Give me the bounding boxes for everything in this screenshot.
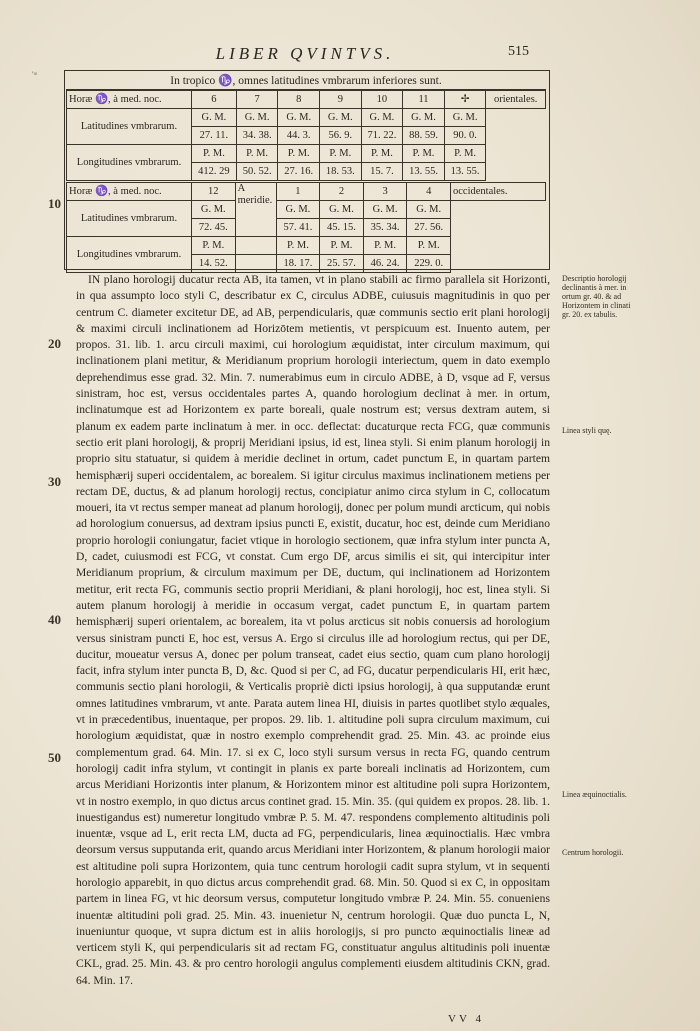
value-cell: 45. 15.	[320, 219, 364, 237]
hours-tail: occidentales.	[451, 183, 546, 201]
unit-cell: G. M.	[444, 109, 486, 127]
hour-cell: 10	[361, 91, 403, 109]
unit-cell: G. M.	[403, 109, 445, 127]
side-note: Linea styli quę.	[562, 426, 612, 435]
table-row	[67, 237, 546, 255]
value-cell: 72. 45.	[192, 219, 236, 237]
corner-mark: 'ᵐ	[32, 70, 38, 79]
unit-cell: P. M.	[407, 237, 451, 255]
value-cell: 229. 0.	[407, 255, 451, 273]
hours-label: Horæ ♑, à med. noc.	[67, 91, 192, 109]
running-title: LIBER QVINTVS.	[215, 44, 395, 63]
table-tropic-east	[66, 90, 546, 181]
unit-cell: P. M.	[276, 237, 320, 255]
signature-mark: VV 4	[448, 1013, 484, 1025]
unit-cell: P. M.	[444, 145, 486, 163]
table-caption: In tropico ♑, omnes latitudines vmbrarum inferiores sunt.	[66, 73, 546, 90]
unit-cell: P. M.	[363, 237, 407, 255]
hours-label: Horæ ♑, à med. noc.	[67, 183, 192, 201]
value-cell: 46. 24.	[363, 255, 407, 273]
value-cell: 25. 57.	[320, 255, 364, 273]
unit-cell: P. M.	[320, 145, 362, 163]
value-cell: 50. 52.	[236, 163, 278, 181]
table-tropic-west	[66, 182, 546, 273]
value-cell: 18. 53.	[320, 163, 362, 181]
value-cell: 88. 59.	[403, 127, 445, 145]
empty-cell	[486, 145, 546, 163]
empty-cell	[486, 163, 546, 181]
hour-cell: 2	[320, 183, 364, 201]
unit-cell: P. M.	[192, 237, 236, 255]
value-cell: 27. 56.	[407, 219, 451, 237]
table-row	[67, 109, 546, 127]
hours-tail: orientales.	[486, 91, 546, 109]
value-cell: 15. 7.	[361, 163, 403, 181]
unit-cell: P. M.	[361, 145, 403, 163]
hour-cell: 7	[236, 91, 278, 109]
empty-cell	[451, 219, 546, 237]
value-cell: 13. 55.	[444, 163, 486, 181]
unit-cell: P. M.	[236, 145, 278, 163]
unit-cell: G. M.	[276, 201, 320, 219]
unit-cell: G. M.	[192, 201, 236, 219]
hour-cell: 3	[363, 183, 407, 201]
value-cell: 14. 52.	[192, 255, 236, 273]
value-cell: 44. 3.	[278, 127, 320, 145]
value-cell: 35. 34.	[363, 219, 407, 237]
page-number: 515	[508, 44, 529, 59]
unit-cell: G. M.	[361, 109, 403, 127]
value-cell: 18. 17.	[276, 255, 320, 273]
value-cell: 27. 11.	[192, 127, 237, 145]
lat-label: Latitudines vmbrarum.	[67, 109, 192, 145]
main-text	[76, 272, 550, 989]
unit-cell: G. M.	[236, 109, 278, 127]
side-note: Linea æquinoctialis.	[562, 790, 627, 799]
side-note: Centrum horologii.	[562, 848, 624, 857]
value-cell: 56. 9.	[320, 127, 362, 145]
unit-cell: G. M.	[320, 109, 362, 127]
hour-cell: 6	[192, 91, 237, 109]
value-cell: 34. 38.	[236, 127, 278, 145]
value-cell: 90. 0.	[444, 127, 486, 145]
empty-cell	[451, 255, 546, 273]
unit-cell: P. M.	[278, 145, 320, 163]
value-cell: 71. 22.	[361, 127, 403, 145]
value-cell: 412. 29	[192, 163, 237, 181]
hour-cell: 11	[403, 91, 445, 109]
hour-cell: 1	[276, 183, 320, 201]
hour-cell: ✢	[444, 91, 486, 109]
table-row	[67, 183, 546, 201]
hour-cell-meridie: A meridie.	[235, 183, 276, 237]
line-number: 40	[48, 612, 61, 627]
hour-cell: 9	[320, 91, 362, 109]
value-cell: 13. 55.	[403, 163, 445, 181]
paragraph: IN plano horologij ducatur recta AB, ita tamen, vt in plano stabili ac firmo parallela sit Horizonti, in qua assumpto loco styli C, describatur ex C, circulus ADBE, cuiusuis magnitudinis in quo per centrum C. diameter excitetur DE, ad AB, perpendicularis, quæ communis sectio erit plani horologij & maximi circuli inclinationem ad Horizōtem metientis, vt perspicuum est. Inuento autem, per propos. 31. lib. 1. arcu circuli maximi, cui horologium æquidistat, inter circulum maximum, qui inclinationem plani metitur, & Meridianum proprium horologii interiectum, quem in dato exemplo deprehendimus esse grad. 32. Min. 7. numerabimus eum in circulo ADBE, à D, vsque ad F, versus sinistram, hoc est, versus occidentales partes A, quando horologium declinat à mer. in ortum, inclinatumque est ad Horizontem ex parte boreali, quale nostrum est; versus dextram autem, si planum ex eadem parte inclinatum à mer. in occ. deflectat: ducaturque recta FCG, quæ communis sectio erit plani horologij, & proprij Meridiani ipsius, id est, linea styli. Si enim planum horologij in proprio situ statuatur, si quidem à meridie declinet in ortum, cadet punctum E, in quartam partem hemisphærij superi occidentalem, ac borealem. Si igitur circulus maximus inclinationem metiens per rectam DE, ductus, & ad planum horologij rectus, concipiatur animo circa stylum in C, collocatum moueri, ita vt rectus semper maneat ad planum horologij, donec per polum mundi arcticum, qui nobis ad horologium conuersus, ad dextram ipsius puncti E, existit, ducatur, hoc est, deinde cum Meridiano proprio horologii coniungatur, faciet vtique in horologio sectionem, quæ infra stylum inter puncta A, D, cadet, cuiusmodi est FCG, vt constat. Cum ergo DF, arcus similis ei sit, qui intercipitur inter Meridianum proprium, & circulum maximum per DE, ductum, qui inclinationem ad Horizontem metitur, erit recta FG, communis sectio proprii Meridiani, & plani horologij, hoc est, linea styli. Si autem planum horologij à meridie in occasum vergat, cadet punctum E, in quartam partem hemisphærij superi orientalem, ac borealem, ita vt polus arcticus sit nobis conuersis ad horologium versus sinistram puncti E, hoc est, versus A. Ergo si circulus ille ad horologium rectus, qui per DE, ducitur, moueatur versus A, donec per polum transeat, cadet eius sectio, quam cum plano horologij facit, infra stylum inter puncta B, D, &c. Quod si per C, ad FG, ducatur perpendicularis HI, erit hæc, communis sectio plani horologii, & Verticalis propriè dicti ipsius horologij, à qua supputandæ erunt omnes latitudines vmbrarum, vt ante. Parata autem linea HI, diuisis in partes quotlibet stylo æquales, vt in præcedentibus, inuentaque, per propos. 29. lib. 1. altitudine poli supra circulum maximum, cui horologium æquidistat, quæ in nostro exemplo comprehendit grad. 25. Min. 43. ac proinde eius complementum grad. 64. Min. 17. si ex C, loco styli sursum versus in recta FG, quando centrum horologij cadit infra stylum, vt contingit in planis ex parte boreali inclinatis ad Horizontem, cum arcus Meridiani Horizontis inter planum, & Horizontem minor est altitudine poli supra Horizontem, vt in nostro exemplo, in quo dictus arcus continet grad. 15. Min. 35. (qui quidem ex propos. 28. lib. 1. inuestigandus est) numeretur longitudo vmbræ P. 5. M. 47. respondens complemento altitudinis poli inuentæ, vsque ad L, erit recta LM, ducta ad FG, perpendicularis, linea æquinoctialis. Hæc vmbra deorsum versus supputanda erit, quando arcus Meridiani inter Horizontem, & planum horologii maior est altitudine poli supra Horizontem, quia tunc centrum horologii cadit supra stylum, vt in sequenti horologio apparebit, in quo dictus arcus comprehendit grad. 68. Min. 50. Quod si ex C, in oppositam partem in linea FG, vt hic deorsum versus, computetur longitudo vmbræ P. 24. Min. 55. conueniens inuentæ altitudini poli grad. 25. Min. 43. inuenietur N, centrum horologii. Quæ duo puncta L, N, inueniuntur quoque, vt supra dictum est in aliis horologijs, si pro puncto æquinoctialis lineæ ad verticem styli K, qui perpendicularis sit ad rectam FG, constituatur angulus altitudinis poli inuentæ CKL, grad. 25. Min. 43. & pro centro horologii angulus complementi eiusdem altitudinis CKN, grad. 64. Min. 17.	[76, 273, 550, 987]
unit-cell: G. M.	[320, 201, 364, 219]
empty-cell	[486, 109, 546, 127]
table-row	[67, 145, 546, 163]
lon-label: Longitudines vmbrarum.	[67, 145, 192, 181]
empty-cell	[451, 237, 546, 255]
table-row	[67, 91, 546, 109]
line-number: 10	[48, 196, 61, 211]
hour-cell: 12	[192, 183, 236, 201]
lat-label: Latitudines vmbrarum.	[67, 201, 192, 237]
value-cell	[235, 255, 276, 273]
unit-cell: G. M.	[407, 201, 451, 219]
empty-cell	[451, 201, 546, 219]
line-number: 50	[48, 750, 61, 765]
line-number: 30	[48, 474, 61, 489]
line-number: 20	[48, 336, 61, 351]
lon-label: Longitudines vmbrarum.	[67, 237, 192, 273]
unit-cell: P. M.	[403, 145, 445, 163]
side-note: Descriptio horologij declinantis à mer. in ortum gr. 40. & ad Horizontem in clinati gr. 20. ex tabulis.	[562, 274, 631, 319]
unit-cell	[235, 237, 276, 255]
table-row	[67, 201, 546, 219]
unit-cell: P. M.	[192, 145, 237, 163]
unit-cell: G. M.	[278, 109, 320, 127]
unit-cell: P. M.	[320, 237, 364, 255]
empty-cell	[486, 127, 546, 145]
value-cell: 27. 16.	[278, 163, 320, 181]
value-cell: 57. 41.	[276, 219, 320, 237]
hour-cell: 4	[407, 183, 451, 201]
unit-cell: G. M.	[363, 201, 407, 219]
hour-cell: 8	[278, 91, 320, 109]
unit-cell: G. M.	[192, 109, 237, 127]
